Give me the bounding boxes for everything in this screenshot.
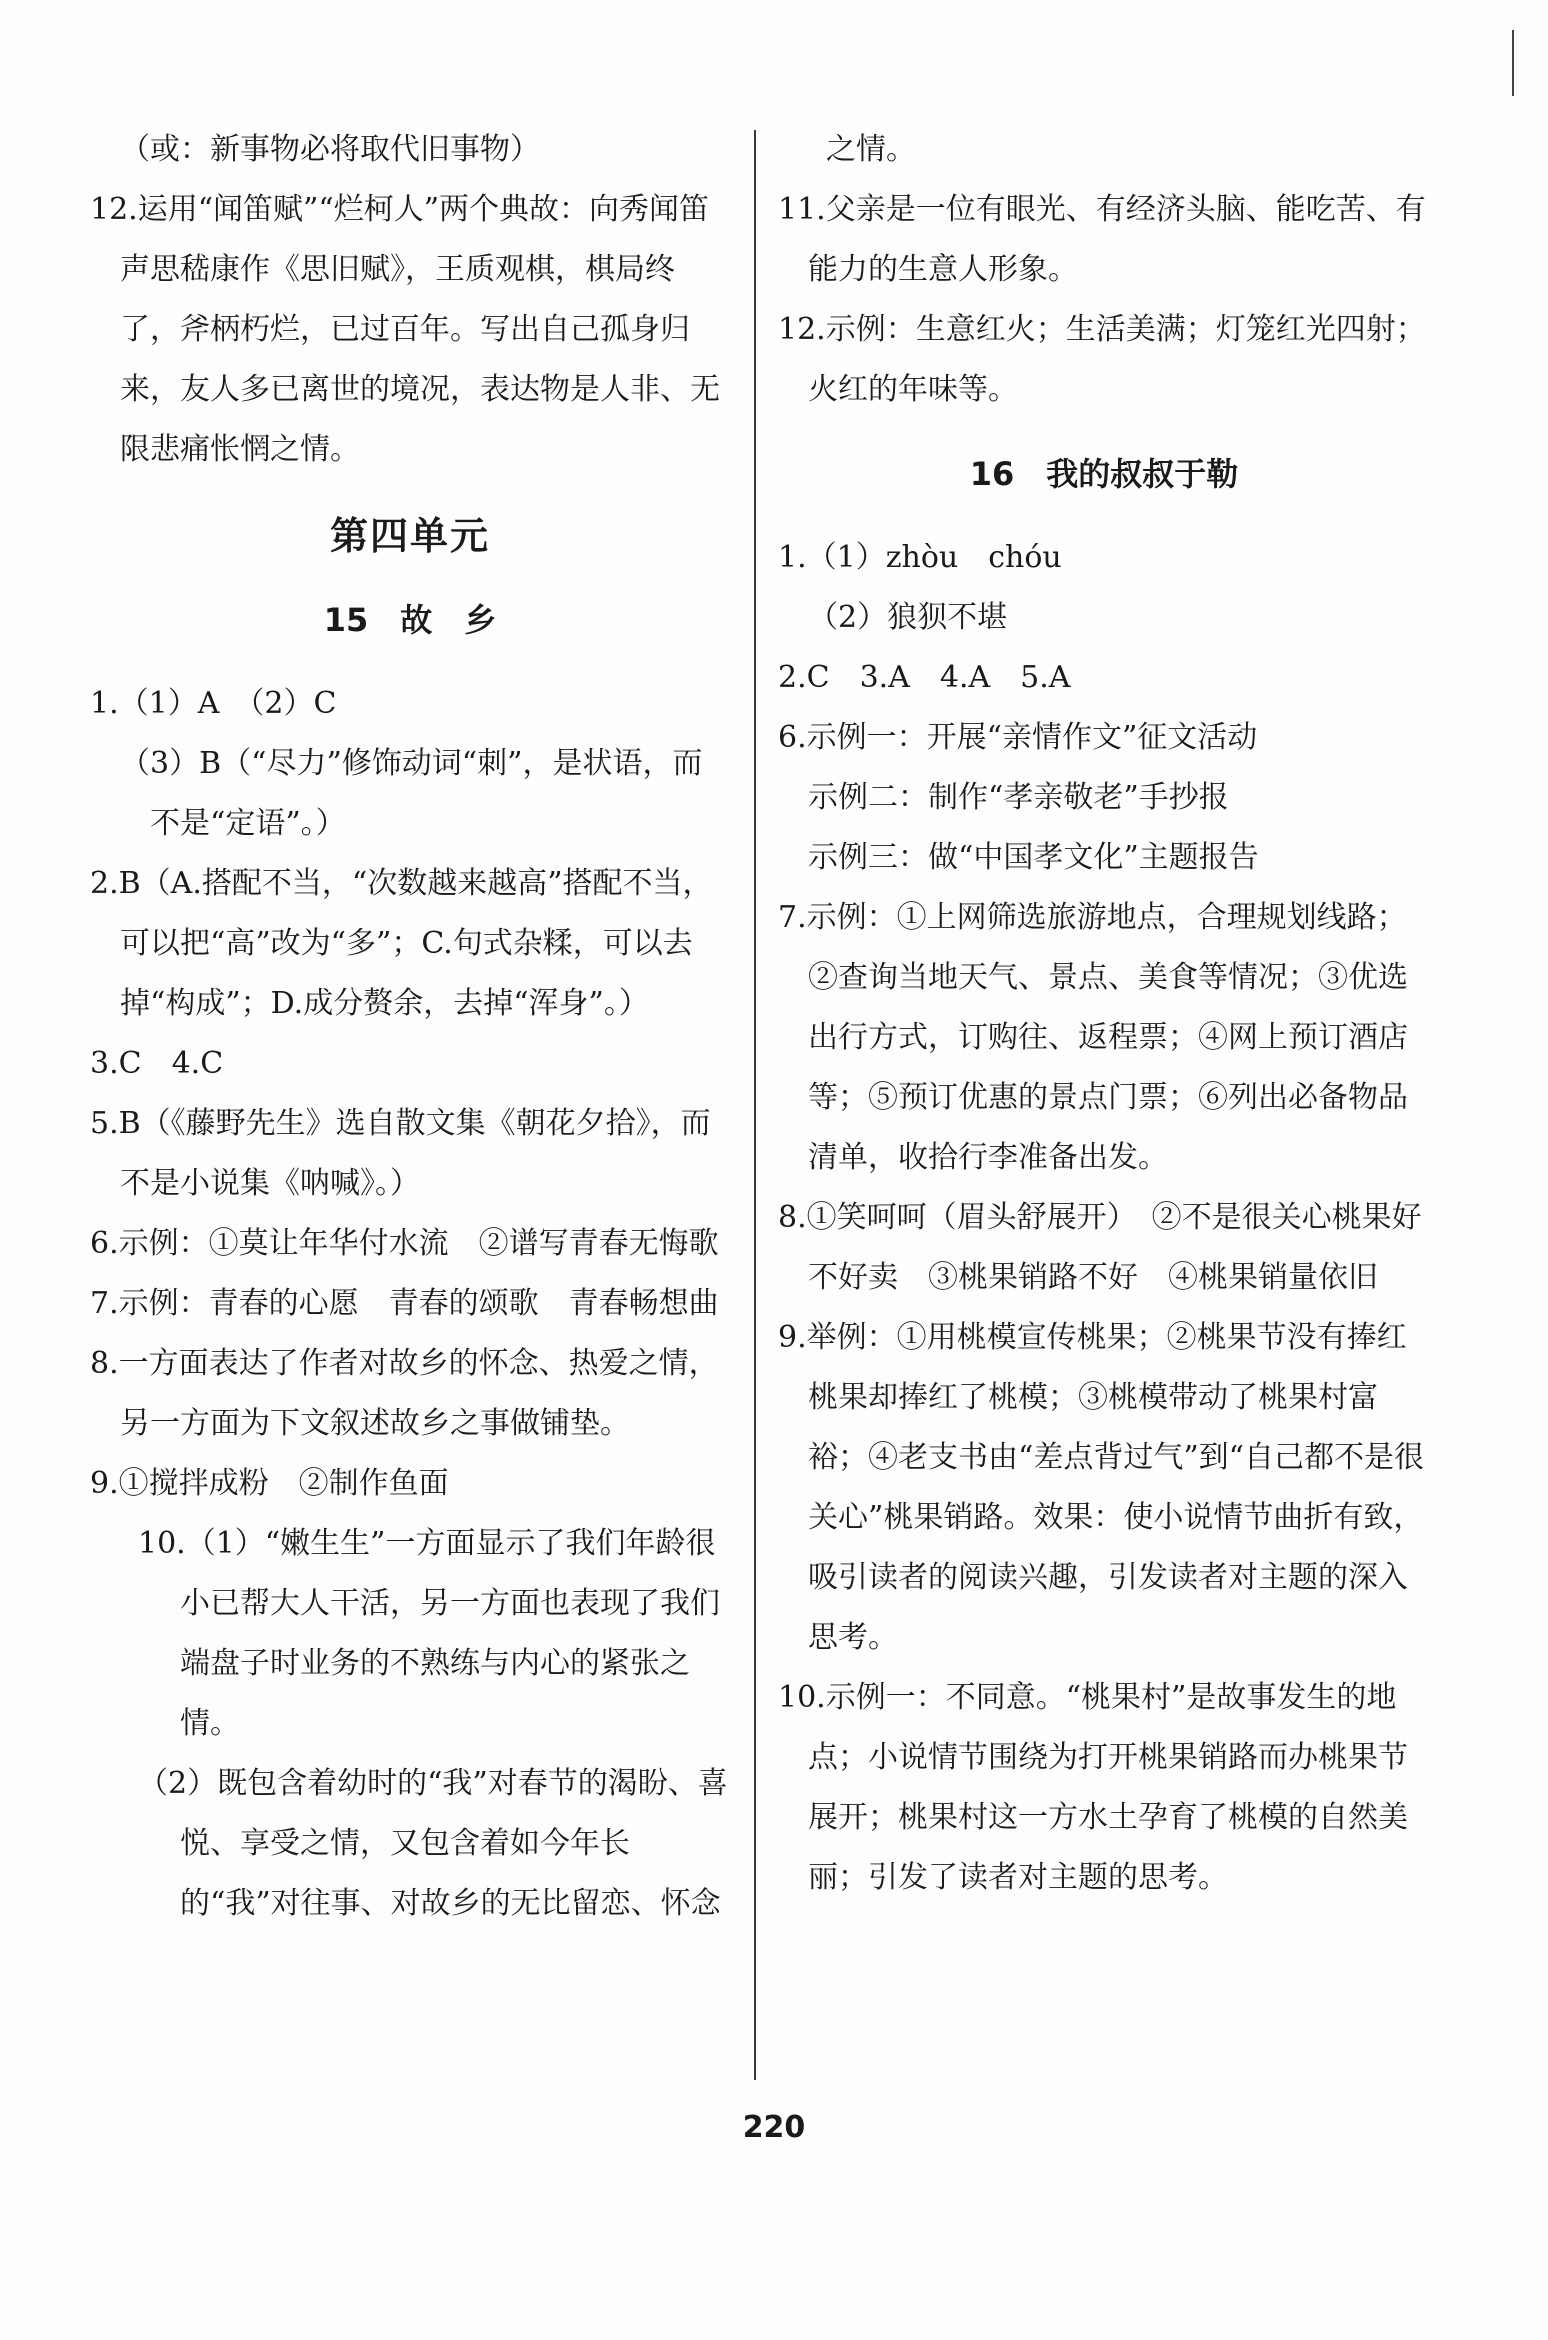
answer-2: 2.B（A.搭配不当，“次数越来越高”搭配不当，可以把“高”改为“多”；C.句式杂糅，可以去掉“构成”；D.成分赘余，去掉“浑身”。） <box>90 866 713 1021</box>
answer-11: 11.父亲是一位有眼光、有经济头脑、能吃苦、有能力的生意人形象。 <box>778 192 1426 287</box>
right-continuation-line: 之情。 <box>826 132 916 167</box>
answer-1-line1: 1.（1）A （2）C <box>90 686 337 721</box>
answer-5: 5.B（《藤野先生》选自散文集《朝花夕拾》，而不是小说集《呐喊》。） <box>90 1106 711 1201</box>
answer-9: 9.①搅拌成粉 ②制作鱼面 <box>90 1466 449 1501</box>
page-number: 220 <box>742 2110 806 2145</box>
answer-1-line1-right: 1.（1）zhòu chóu <box>778 540 1062 575</box>
right-column <box>778 120 1430 1908</box>
answer-9-right: 9.举例：①用桃模宣传桃果；②桃果节没有捧红桃果却捧红了桃模；③桃模带动了桃果村富裕；④老支书由“差点背过气”到“自己都不是很关心”桃果销路。效果：使小说情节曲折有致，吸引读者的阅读兴趣，引发读者对主题的深入思考。 <box>778 1320 1425 1655</box>
unit-title: 第四单元 <box>329 514 490 558</box>
answer-7-right: 7.示例：①上网筛选旅游地点，合理规划线路；②查询当地天气、景点、美食等情况；③优选出行方式，订购往、返程票；④网上预订酒店等；⑤预订优惠的景点门票；⑥列出必备物品清单，收拾行李准备出发。 <box>778 900 1408 1175</box>
answer-1-line2-right: （2）狼狈不堪 <box>808 600 1008 635</box>
answer-10-right: 10.示例一：不同意。“桃果村”是故事发生的地点；小说情节围绕为打开桃果销路而办桃果节展开；桃果村这一方水土孕育了桃模的自然美丽；引发了读者对主题的思考。 <box>778 1680 1408 1895</box>
left-column <box>90 120 730 1934</box>
answer-7: 7.示例：青春的心愿 青春的颂歌 青春畅想曲 <box>90 1286 719 1321</box>
answer-6-example3: 示例三：做“中国孝文化”主题报告 <box>808 840 1259 875</box>
answer-3-4: 3.C 4.C <box>90 1046 224 1081</box>
lesson-15-title: 15 故 乡 <box>323 601 497 639</box>
column-divider <box>754 130 756 2080</box>
answer-6-example2: 示例二：制作“孝亲敬老”手抄报 <box>808 780 1229 815</box>
answer-12-right: 12.示例：生意红火；生活美满；灯笼红光四射；火红的年味等。 <box>778 312 1426 407</box>
answer-12-left: 12.运用“闻笛赋”“烂柯人”两个典故：向秀闻笛声思嵇康作《思旧赋》，王质观棋，棋局终了，斧柄朽烂，已过百年。写出自己孤身归来，友人多已离世的境况，表达物是人非、无限悲痛怅惘之情。 <box>90 192 720 467</box>
corner-crop-mark <box>1512 30 1514 96</box>
lesson-16-title: 16 我的叔叔于勒 <box>969 455 1239 493</box>
answer-2-5: 2.C 3.A 4.A 5.A <box>778 660 1071 695</box>
answer-1-line2: （3）B（“尽力”修饰动词“刺”，是状语，而不是“定语”。） <box>120 746 703 841</box>
answer-6-example1: 6.示例一：开展“亲情作文”征文活动 <box>778 720 1258 755</box>
answer-6: 6.示例：①莫让年华付水流 ②谱写青春无悔歌 <box>90 1226 719 1261</box>
answer-8-right: 8.①笑呵呵（眉头舒展开） ②不是很关心桃果好不好卖 ③桃果销路不好 ④桃果销量依旧 <box>778 1200 1422 1295</box>
answer-8: 8.一方面表达了作者对故乡的怀念、热爱之情，另一方面为下文叙述故乡之事做铺垫。 <box>90 1346 719 1441</box>
left-continuation-line: （或：新事物必将取代旧事物） <box>120 132 540 167</box>
answer-10-part2: （2）既包含着幼时的“我”对春节的渴盼、喜悦、享受之情，又包含着如今年长的“我”对往事、对故乡的无比留恋、怀念 <box>138 1766 728 1921</box>
answer-10-part1: 10.（1）“嫩生生”一方面显示了我们年龄很小已帮大人干活，另一方面也表现了我们端盘子时业务的不熟练与内心的紧张之情。 <box>138 1526 720 1741</box>
